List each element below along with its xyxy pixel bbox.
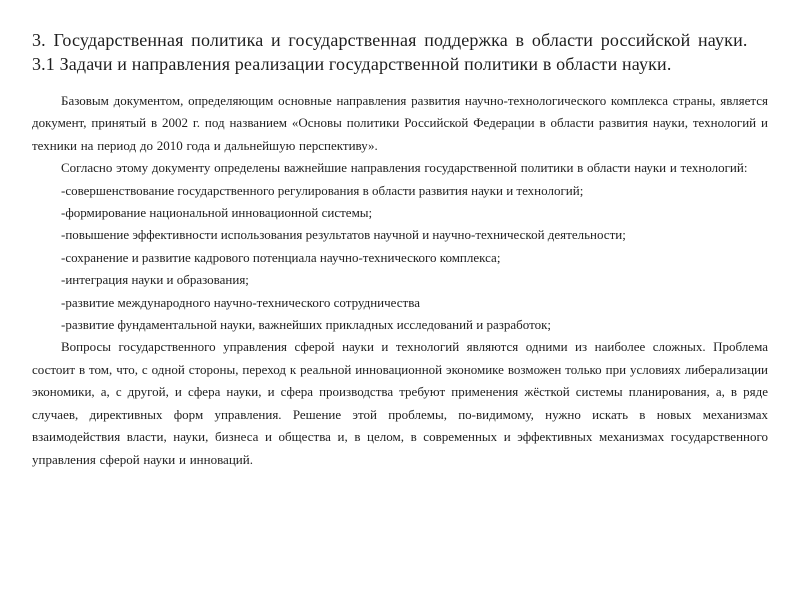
list-item: -сохранение и развитие кадрового потенциала научно-технического комплекса;	[61, 249, 501, 265]
directions-list	[32, 180, 768, 337]
list-item: -повышение эффективности использования результатов научной и научно-технической деятельности;	[61, 227, 626, 243]
list-item: -совершенствование государственного регулирования в области развития науки и технологий;	[61, 182, 584, 198]
document-page	[32, 28, 768, 471]
list-item: -интеграция науки и образования;	[61, 272, 249, 288]
section-heading: 3. Государственная политика и государственная поддержка в области российской науки.	[32, 30, 748, 50]
paragraph-governance-problem: Вопросы государственного управления сферой науки и технологий являются одними из наиболее сложных. Проблема состоит в том, что, с одной стороны, переход к реальной инновационной экономике возможен только при условиях либерализации экономики, а, с другой, и сфера науки, и сфера производства требуют применения жёсткой системы планирования, а, в ряде случаев, директивных форм управления. Решение этой проблемы, по-видимому, нужно искать в новых механизмах взаимодействия власти, науки, бизнеса и общества и, в целом, в современных и эффективных механизмах государственного управления сферой науки и инноваций.	[32, 339, 768, 467]
list-item: -формирование национальной инновационной системы;	[61, 205, 373, 221]
section-subheading: 3.1 Задачи и направления реализации государственной политики в области науки.	[32, 54, 672, 74]
paragraph-directions-intro: Согласно этому документу определены важнейшие направления государственной политики в области науки и технологий:	[61, 160, 748, 176]
list-item: -развитие международного научно-технического сотрудничества	[61, 294, 420, 310]
paragraph-base-document: Базовым документом, определяющим основные направления развития научно-технологического комплекса страны, является документ, принятый в 2002 г. под названием «Основы политики Российской Федерации в области развития науки, технологий и техники на период до 2010 года и дальнейшую перспективу».	[32, 93, 768, 153]
list-item: -развитие фундаментальной науки, важнейших прикладных исследований и разработок;	[61, 317, 552, 333]
